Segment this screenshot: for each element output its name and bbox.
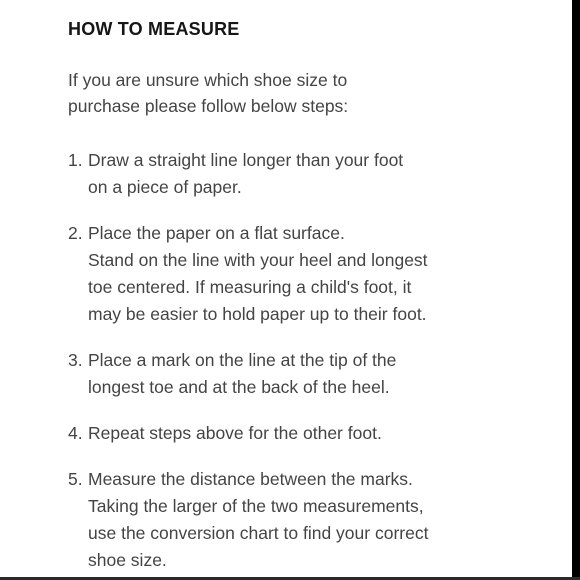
step-item-3 bbox=[68, 347, 558, 401]
step-item-2 bbox=[68, 220, 558, 328]
intro-line: If you are unsure which shoe size to bbox=[68, 70, 348, 90]
step-line: Measure the distance between the marks. bbox=[88, 469, 413, 489]
step-line: toe centered. If measuring a child's foot, it bbox=[88, 277, 412, 297]
intro-line: purchase please follow below steps: bbox=[68, 96, 349, 116]
step-number: 2. bbox=[68, 223, 83, 243]
step-item-1 bbox=[68, 147, 558, 201]
step-line: Repeat steps above for the other foot. bbox=[88, 423, 382, 443]
steps-list bbox=[68, 147, 558, 574]
step-line: Stand on the line with your heel and longest bbox=[88, 250, 428, 270]
step-line: Place a mark on the line at the tip of the bbox=[88, 350, 397, 370]
page-title: HOW TO MEASURE bbox=[68, 19, 240, 39]
step-item-5 bbox=[68, 466, 558, 574]
step-line: Taking the larger of the two measurements, bbox=[88, 496, 424, 516]
step-number: 1. bbox=[68, 150, 83, 170]
step-item-4 bbox=[68, 420, 558, 447]
step-line: Draw a straight line longer than your foot bbox=[88, 150, 404, 170]
right-edge-bar bbox=[572, 0, 580, 580]
step-line: Place the paper on a flat surface. bbox=[88, 223, 345, 243]
step-line: shoe size. bbox=[88, 550, 167, 570]
step-line: may be easier to hold paper up to their foot. bbox=[88, 304, 427, 324]
step-line: longest toe and at the back of the heel. bbox=[88, 377, 390, 397]
intro-paragraph bbox=[68, 67, 558, 119]
step-number: 3. bbox=[68, 350, 83, 370]
step-line: use the conversion chart to find your correct bbox=[88, 523, 429, 543]
step-number: 5. bbox=[68, 469, 83, 489]
step-line: on a piece of paper. bbox=[88, 177, 242, 197]
step-number: 4. bbox=[68, 423, 83, 443]
measure-guide bbox=[68, 17, 558, 574]
